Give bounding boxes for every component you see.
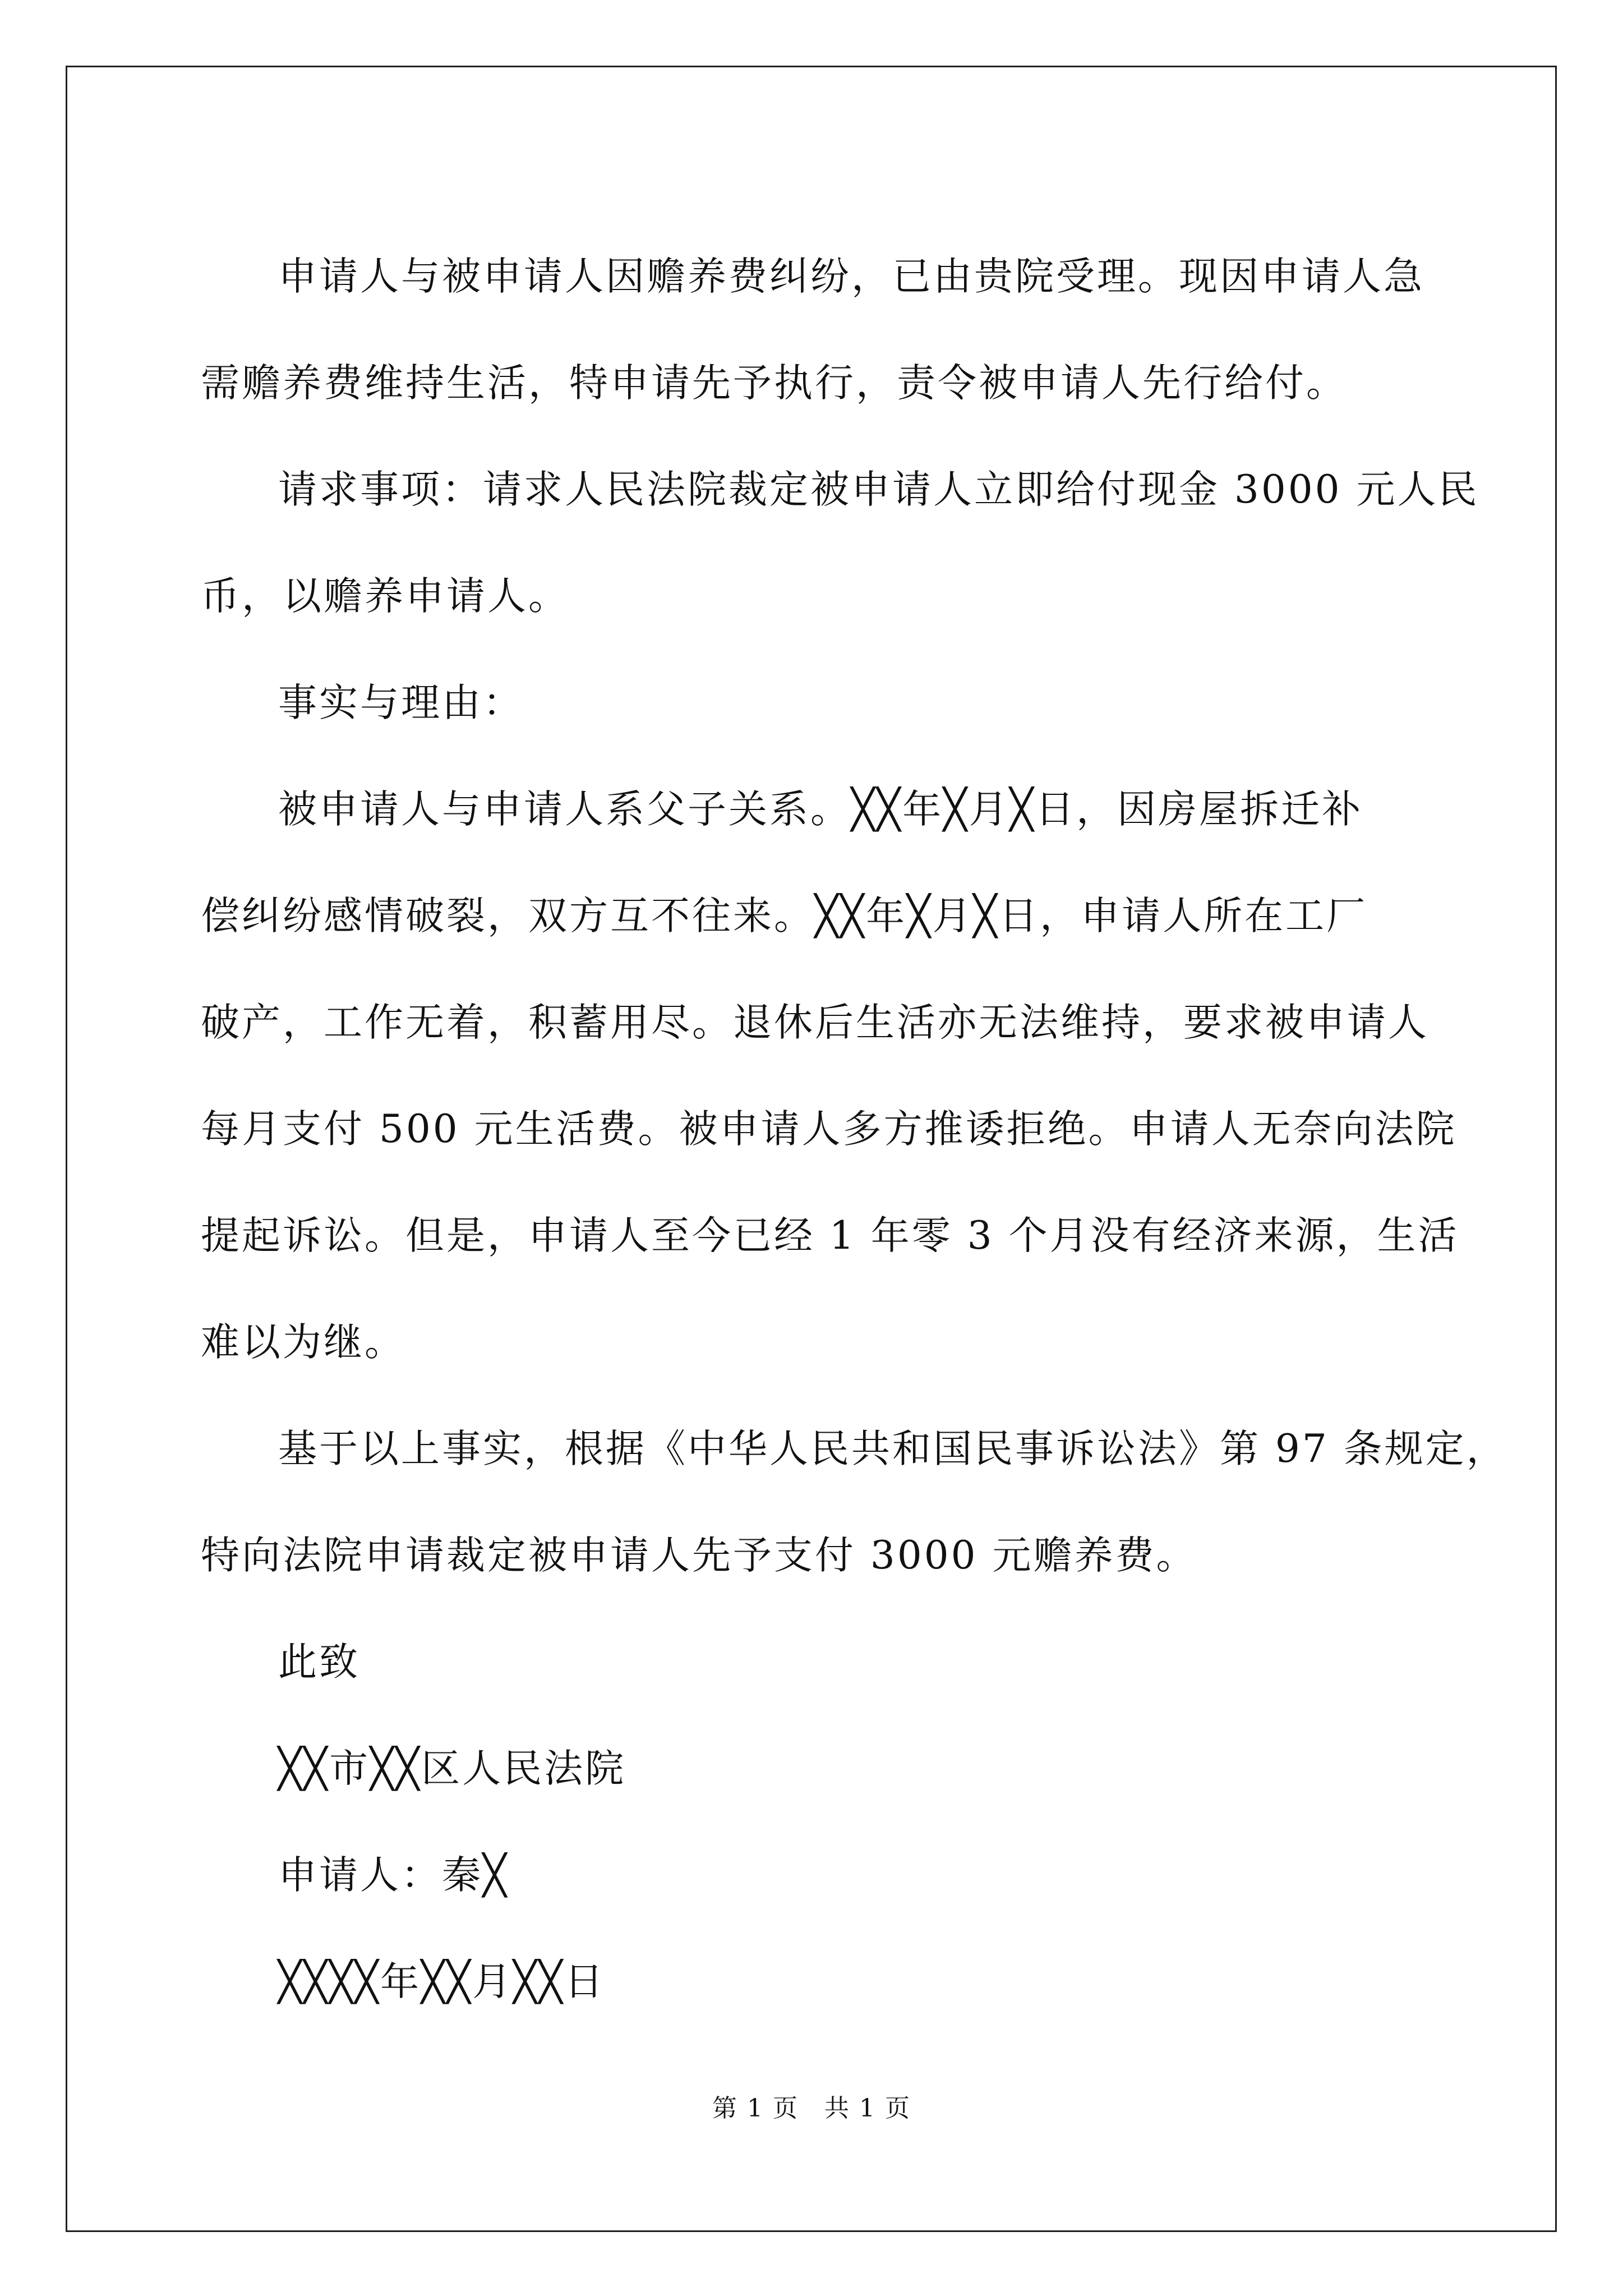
- document-body: [201, 223, 1507, 2035]
- text-line: 申请人与被申请人因赡养费纠纷，已由贵院受理。现因申请人急: [278, 254, 1424, 299]
- paragraph-request-items: [201, 436, 1479, 650]
- text-line: 需赡养费维持生活，特申请先予执行，责令被申请人先行给付。: [201, 361, 1347, 406]
- text-line: 请求事项：请求人民法院裁定被申请人立即给付现金 3000 元人民: [278, 467, 1479, 512]
- text-line: 币，以赡养申请人。: [201, 574, 569, 619]
- text-line: 难以为继。: [201, 1320, 405, 1365]
- paragraph-application-reason: [201, 223, 1423, 436]
- text-line: 偿纠纷感情破裂，双方互不往来。╳╳年╳月╳日，申请人所在工厂: [201, 894, 1368, 938]
- paragraph-facts-heading: [201, 650, 1423, 756]
- document-date: ╳╳╳╳年╳╳月╳╳日: [278, 1959, 606, 2004]
- text-line: 特向法院申请裁定被申请人先予支付 3000 元赡养费。: [201, 1533, 1197, 1578]
- paragraph-facts: [201, 756, 1459, 1396]
- text-line: 提起诉讼。但是，申请人至今已经 1 年零 3 个月没有经济来源，生活: [201, 1213, 1459, 1258]
- text-line: 基于以上事实，根据《中华人民共和国民事诉讼法》第 97 条规定，: [278, 1427, 1507, 1471]
- text-line: 破产，工作无着，积蓄用尽。退休后生活亦无法维持，要求被申请人: [201, 1000, 1429, 1045]
- section-heading: 事实与理由：: [278, 680, 524, 725]
- paragraph-legal-basis: [201, 1396, 1507, 1609]
- page-footer: 第 1 页 共 1 页: [712, 2094, 911, 2123]
- closing-block: [201, 1609, 1423, 2035]
- recipient-court: ╳╳市╳╳区人民法院: [278, 1746, 626, 1791]
- salutation: 此致: [278, 1640, 360, 1685]
- text-line: 每月支付 500 元生活费。被申请人多方推诿拒绝。申请人无奈向法院: [201, 1107, 1457, 1152]
- text-line: 被申请人与申请人系父子关系。╳╳年╳月╳日，因房屋拆迁补: [278, 787, 1363, 832]
- applicant-signature: 申请人：秦╳: [278, 1853, 509, 1898]
